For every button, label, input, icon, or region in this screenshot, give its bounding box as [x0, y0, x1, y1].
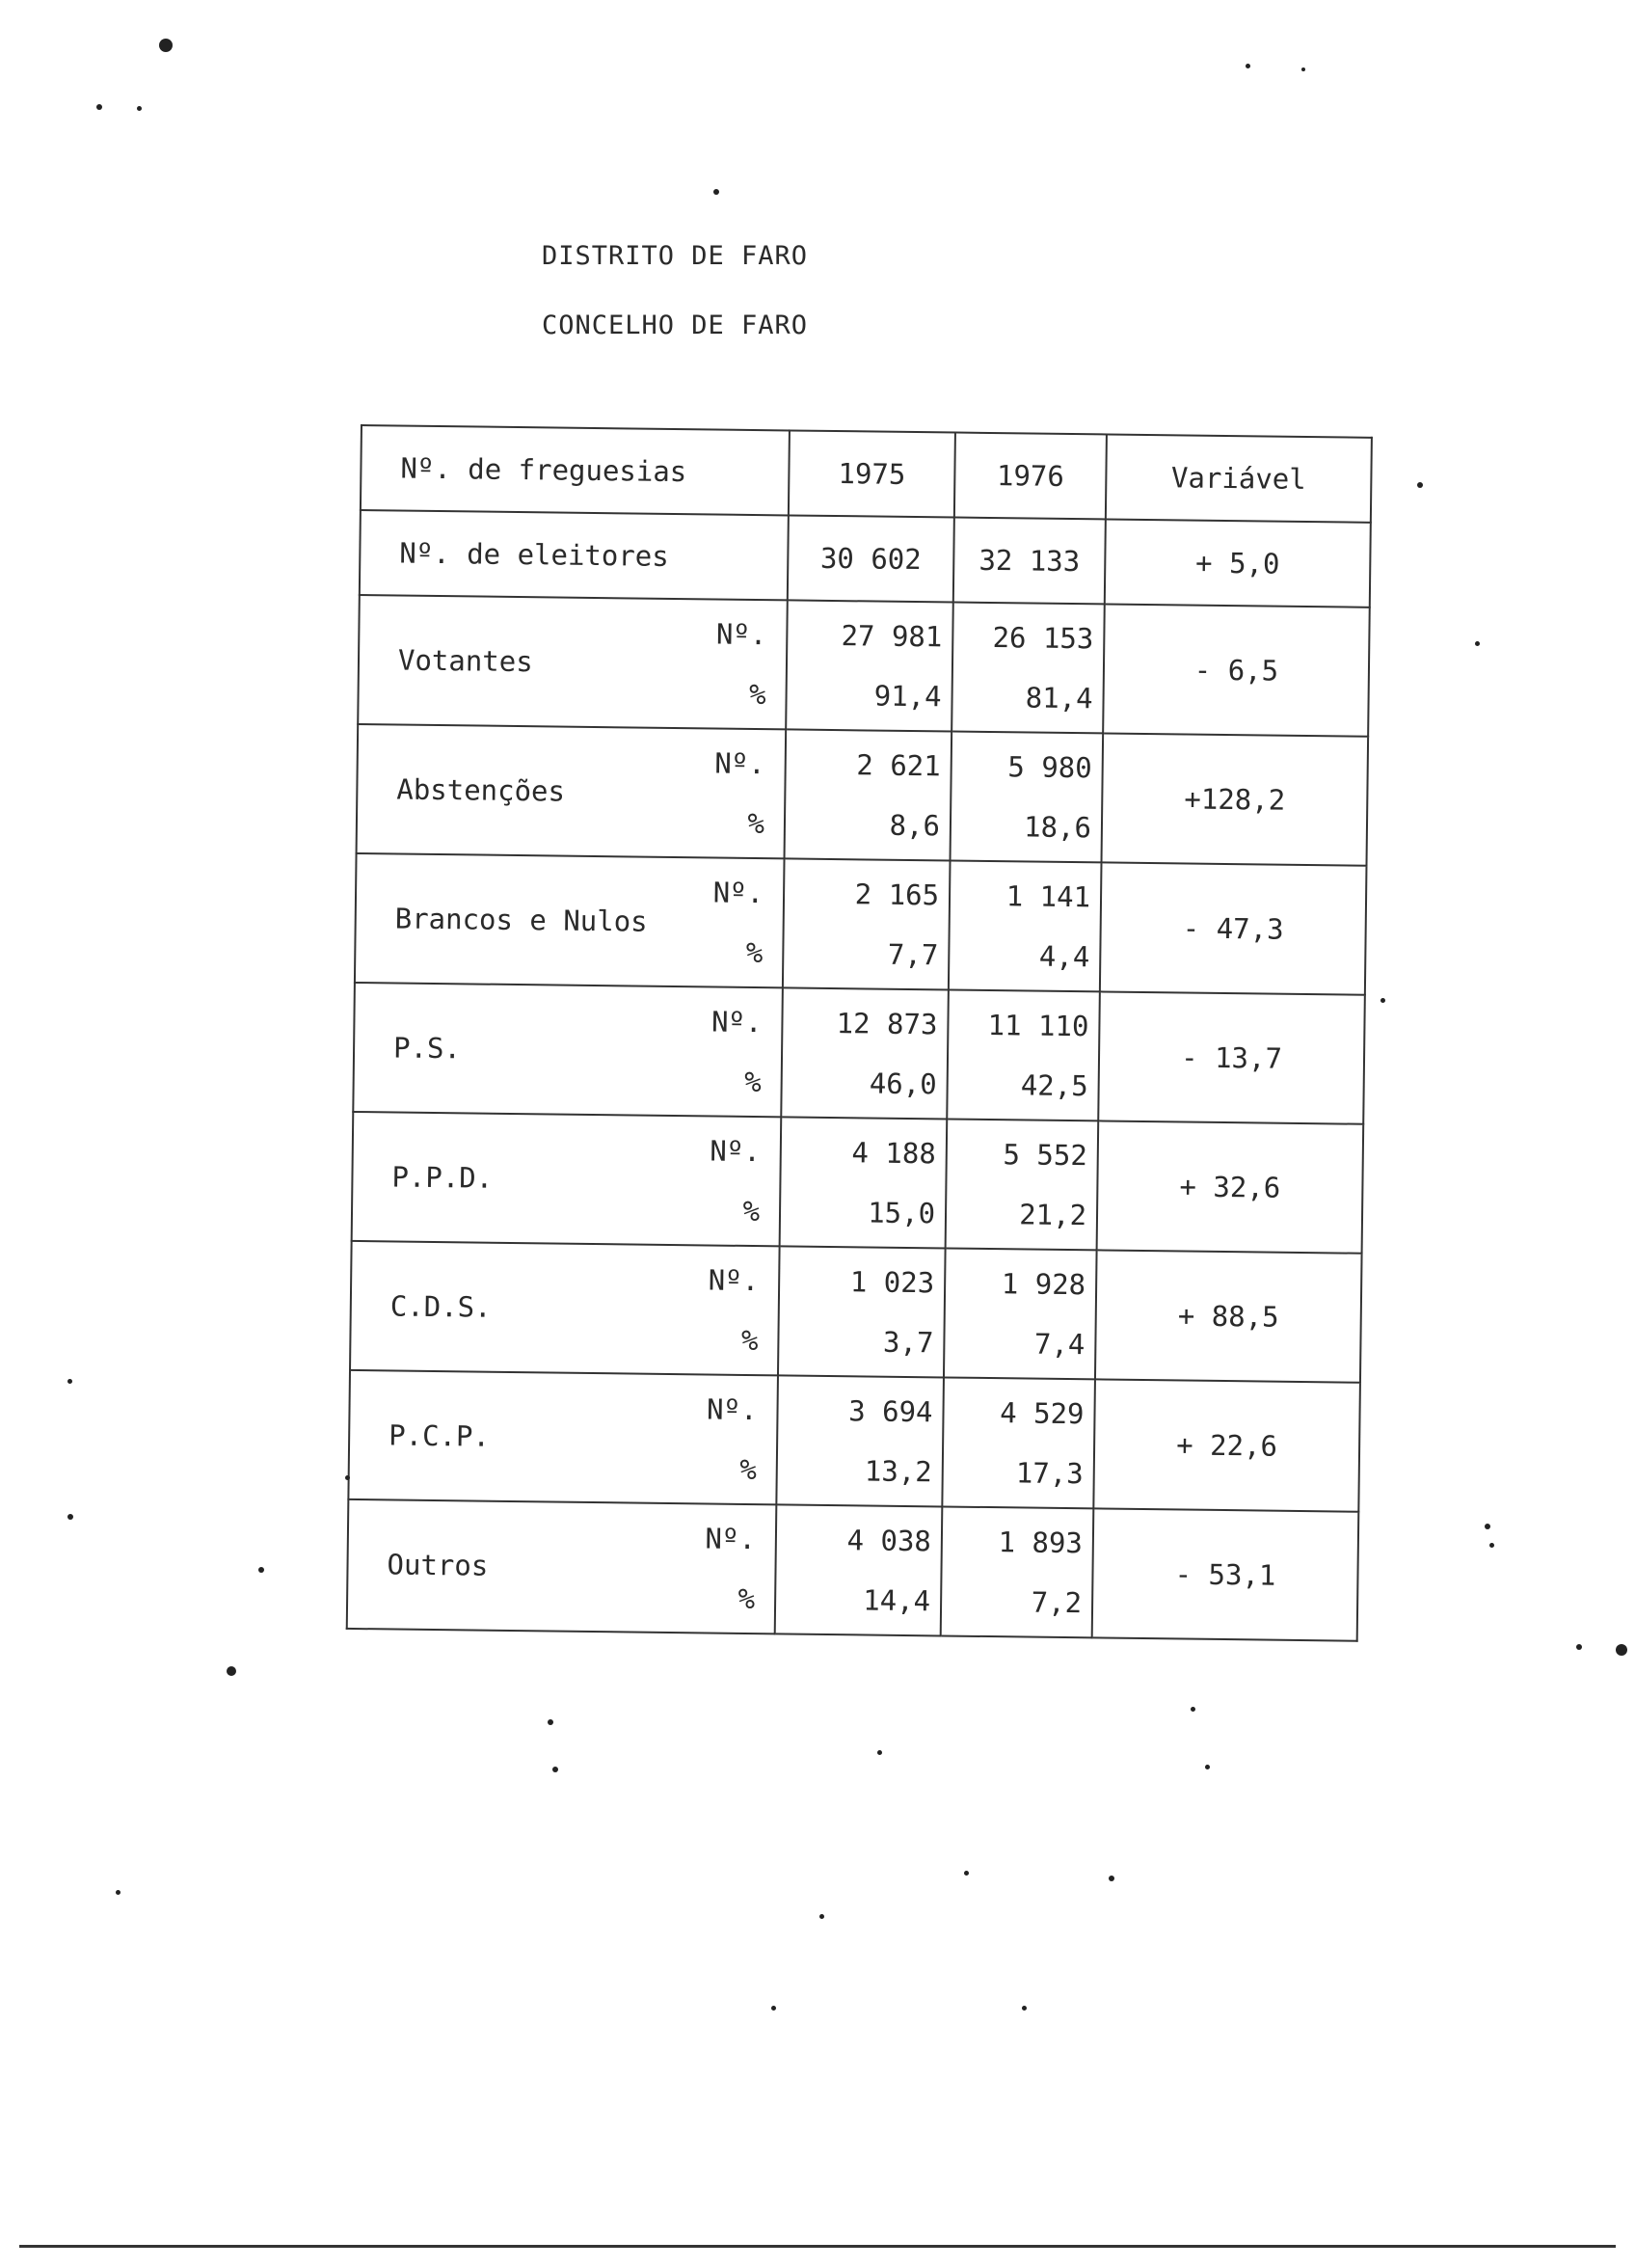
header-1976: 1976 [954, 433, 1107, 520]
header-freguesias: Nº. de freguesias [361, 425, 790, 515]
row-1976-num: 26 153 [992, 621, 1094, 656]
scan-speck [159, 39, 173, 52]
row-1976-pct: 4,4 [1038, 939, 1090, 974]
row-1976-pct: 42,5 [1020, 1068, 1088, 1103]
row-1975-pct: 8,6 [889, 808, 941, 843]
scan-speck [771, 2006, 776, 2011]
header-1975: 1975 [789, 430, 955, 517]
row-1976-cell [942, 1377, 1095, 1508]
scan-speck [1301, 68, 1305, 71]
row-label: C.D.S. [389, 1289, 492, 1324]
row-1976-num: 11 110 [987, 1008, 1089, 1043]
row-1975-pct: 15,0 [868, 1196, 936, 1230]
electors-variation: + 5,0 [1105, 519, 1371, 607]
row-variation: - 6,5 [1103, 604, 1370, 736]
row-1976-pct: 81,4 [1025, 681, 1093, 716]
row-label: P.C.P. [388, 1418, 491, 1453]
scan-speck [1489, 1543, 1494, 1548]
scan-speck [1380, 998, 1385, 1003]
row-1975-num: 1 023 [849, 1265, 935, 1300]
electors-1975: 30 602 [788, 515, 954, 602]
row-1975-pct: 7,7 [887, 937, 939, 972]
row-sub-pct: % [744, 1065, 762, 1099]
row-1975-num: 27 981 [841, 619, 943, 654]
row-sub-pct: % [748, 677, 766, 712]
scan-speck [1246, 64, 1250, 68]
row-1975-num: 3 694 [848, 1394, 933, 1429]
table-row [347, 1499, 1359, 1641]
row-variation: - 13,7 [1098, 991, 1365, 1123]
row-sub-pct: % [742, 1194, 761, 1228]
row-label-cell [355, 853, 785, 987]
row-1976-cell [952, 603, 1105, 734]
scan-speck [96, 104, 102, 110]
election-results-table [346, 424, 1373, 1642]
district-title: DISTRITO DE FARO [541, 241, 809, 271]
row-1975-pct: 14,4 [863, 1583, 931, 1618]
row-1975-num: 4 188 [851, 1136, 937, 1171]
row-label: Brancos e Nulos [394, 902, 648, 938]
row-sub-num: Nº. [715, 617, 767, 652]
row-1975-cell [780, 1117, 948, 1248]
row-1976-cell [944, 1248, 1097, 1379]
row-sub-num: Nº. [705, 1522, 757, 1556]
row-variation: - 53,1 [1092, 1508, 1359, 1640]
row-1975-pct: 91,4 [873, 679, 942, 714]
row-label-cell [353, 983, 783, 1117]
scan-speck [67, 1379, 72, 1384]
row-1975-pct: 13,2 [864, 1454, 932, 1489]
scan-speck [1205, 1765, 1210, 1769]
scan-speck [877, 1750, 882, 1755]
row-label: Outros [387, 1548, 489, 1582]
bottom-rule [19, 2245, 1616, 2248]
row-1976-pct: 17,3 [1015, 1456, 1084, 1491]
scan-speck [258, 1567, 264, 1573]
scan-speck [552, 1767, 558, 1772]
row-1975-cell [781, 987, 949, 1119]
row-variation: - 47,3 [1100, 862, 1367, 994]
council-title: CONCELHO DE FARO [541, 310, 809, 340]
scan-speck [67, 1514, 73, 1520]
row-1976-num: 5 980 [1007, 750, 1092, 785]
scan-speck [1475, 641, 1480, 646]
row-1976-pct: 7,2 [1031, 1585, 1083, 1620]
row-sub-num: Nº. [710, 1005, 763, 1040]
row-variation: + 22,6 [1093, 1379, 1360, 1511]
row-sub-pct: % [737, 1581, 756, 1616]
row-sub-num: Nº. [710, 1134, 762, 1169]
scan-speck [1022, 2006, 1027, 2011]
scan-speck [1109, 1876, 1114, 1881]
row-label: Votantes [397, 643, 533, 679]
scan-speck [1576, 1644, 1582, 1650]
scan-speck [116, 1890, 121, 1895]
row-1975-num: 12 873 [836, 1007, 938, 1041]
row-sub-pct: % [739, 1452, 757, 1487]
row-1976-num: 1 893 [998, 1526, 1084, 1560]
header-variavel: Variável [1106, 434, 1372, 522]
table-row [352, 1112, 1364, 1254]
scan-speck [964, 1871, 969, 1876]
row-sub-pct: % [747, 806, 765, 841]
row-1975-pct: 46,0 [869, 1066, 937, 1101]
electors-1976: 32 133 [953, 518, 1106, 605]
scan-speck [227, 1666, 236, 1676]
row-sub-num: Nº. [708, 1263, 760, 1298]
row-1976-pct: 18,6 [1023, 810, 1092, 845]
scan-speck [345, 1475, 350, 1480]
table-row [358, 595, 1370, 737]
row-sub-num: Nº. [706, 1392, 758, 1427]
row-label-cell [348, 1370, 778, 1504]
row-sub-pct: % [740, 1323, 759, 1358]
row-1975-cell [776, 1375, 944, 1506]
row-1975-cell [786, 600, 953, 731]
row-1975-cell [785, 729, 952, 860]
row-1976-cell [946, 1119, 1099, 1250]
row-label-cell [352, 1112, 782, 1246]
electors-label: Nº. de eleitores [360, 510, 789, 600]
scan-speck [1485, 1524, 1490, 1529]
scan-speck [1417, 482, 1423, 488]
row-1976-num: 1 141 [1005, 879, 1091, 914]
row-1975-cell [783, 858, 951, 989]
row-1975-pct: 3,7 [882, 1325, 934, 1360]
row-1976-cell [951, 732, 1104, 863]
row-label: Abstenções [396, 772, 566, 808]
row-1976-pct: 7,4 [1033, 1327, 1086, 1362]
row-1976-num: 1 928 [1001, 1267, 1086, 1302]
scan-speck [1191, 1707, 1195, 1712]
row-1976-pct: 21,2 [1018, 1198, 1087, 1232]
row-1976-num: 4 529 [1000, 1396, 1085, 1431]
row-1975-num: 4 038 [846, 1524, 932, 1558]
table-header-row [361, 425, 1372, 523]
row-variation: + 88,5 [1095, 1250, 1362, 1382]
row-label-cell [347, 1499, 777, 1634]
scan-speck [548, 1719, 553, 1725]
scan-speck [819, 1914, 824, 1919]
row-variation: + 32,6 [1097, 1120, 1364, 1253]
row-1976-cell [947, 989, 1100, 1120]
scan-speck [713, 189, 719, 195]
row-1975-cell [775, 1504, 943, 1635]
table-row [350, 1241, 1362, 1383]
row-sub-pct: % [745, 935, 764, 970]
scan-speck [1616, 1644, 1627, 1656]
scan-speck [137, 106, 142, 111]
row-variation: +128,2 [1102, 733, 1369, 865]
table-row [355, 853, 1367, 995]
table-row [357, 724, 1369, 866]
row-label: P.P.D. [391, 1160, 494, 1195]
row-label-cell [350, 1241, 780, 1375]
row-1975-num: 2 621 [856, 748, 941, 783]
row-sub-num: Nº. [714, 746, 765, 781]
row-1976-num: 5 552 [1003, 1138, 1088, 1173]
row-label: P.S. [392, 1031, 462, 1066]
table-row [353, 983, 1365, 1124]
row-label-cell [358, 595, 788, 729]
table-row [348, 1370, 1360, 1512]
row-1976-cell [949, 861, 1102, 992]
row-1975-cell [778, 1246, 946, 1377]
row-1976-cell [941, 1506, 1094, 1637]
electors-row [360, 510, 1371, 608]
row-1975-num: 2 165 [854, 878, 940, 912]
row-label-cell [357, 724, 787, 858]
row-sub-num: Nº. [712, 876, 764, 910]
